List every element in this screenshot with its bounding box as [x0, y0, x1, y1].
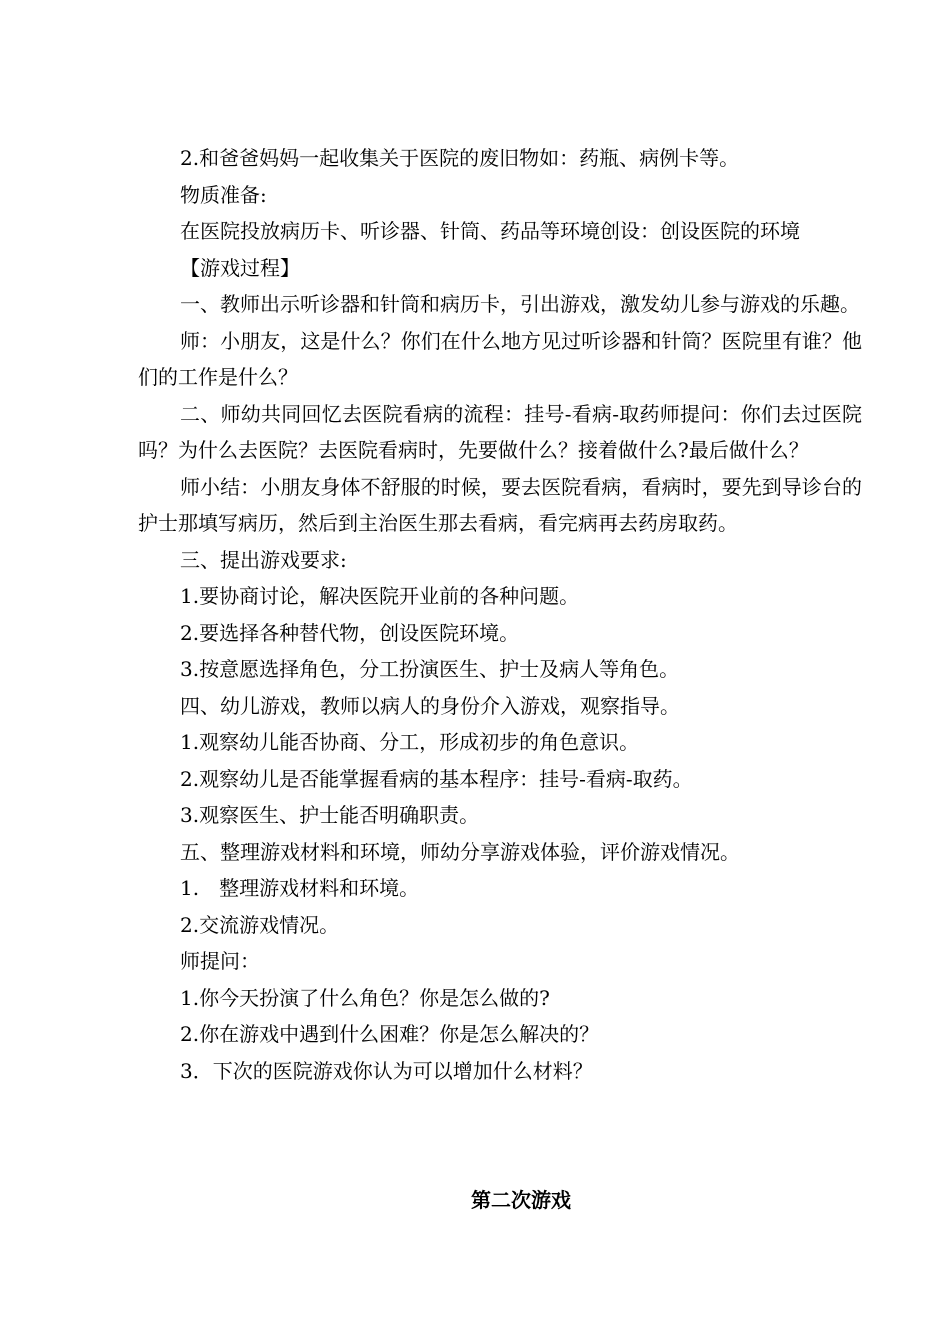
list-item: 3.观察医生、护士能否明确职责。 — [180, 803, 480, 827]
paragraph-teacher-asks: 师提问： — [180, 949, 260, 973]
list-item: 2.你在游戏中遇到什么困难？你是怎么解决的？ — [180, 1022, 600, 1046]
paragraph-material-prep: 物质准备: — [180, 182, 267, 207]
list-item: 2.要选择各种替代物，创设医院环境。 — [180, 620, 520, 645]
paragraph-step-four: 四、幼儿游戏，教师以病人的身份介入游戏，观察指导。 — [180, 693, 680, 718]
paragraph-collect-materials: 2.和爸爸妈妈一起收集关于医院的废旧物如：药瓶、病例卡等。 — [180, 146, 740, 170]
paragraph-environment-setup: 在医院投放病历卡、听诊器、针筒、药品等环境创设：创设医院的环境 — [180, 219, 800, 243]
list-item: 1.观察幼儿能否协商、分工，形成初步的角色意识。 — [180, 730, 640, 754]
list-item: 2.交流游戏情况。 — [180, 912, 340, 937]
document-body — [138, 140, 862, 1089]
paragraph-step-two: 二、师幼共同回忆去医院看病的流程：挂号-看病-取药师提问：你们去过医院吗？为什么去医院？去医院看病时，先要做什么？接着做什么?最后做什么？ — [138, 401, 862, 462]
paragraph-teacher-summary: 师小结：小朋友身体不舒服的时候，要去医院看病，看病时，要先到导诊台的护士那填写病历，然后到主治医生那去看病，看完病再去药房取药。 — [138, 474, 862, 535]
list-item: 3.按意愿选择角色，分工扮演医生、护士及病人等角色。 — [180, 657, 680, 681]
paragraph-step-five: 五、整理游戏材料和环境，师幼分享游戏体验，评价游戏情况。 — [180, 839, 740, 864]
paragraph-game-process-title: 【游戏过程】 — [180, 255, 300, 280]
list-item: 1.你今天扮演了什么角色？你是怎么做的? — [180, 985, 550, 1010]
list-item: 2.观察幼儿是否能掌握看病的基本程序：挂号-看病-取药。 — [180, 766, 693, 791]
section-heading: 第二次游戏 — [471, 1188, 571, 1212]
paragraph-step-three: 三、提出游戏要求: — [180, 547, 347, 572]
list-item: 1. 整理游戏材料和环境。 — [180, 876, 420, 900]
list-item: 1.要协商讨论，解决医院开业前的各种问题。 — [180, 584, 580, 608]
paragraph-step-one: 一、教师出示听诊器和针筒和病历卡，引出游戏，激发幼儿参与游戏的乐趣。 — [180, 292, 860, 316]
list-item: 3．下次的医院游戏你认为可以增加什么材料？ — [180, 1058, 593, 1083]
paragraph-teacher-question: 师：小朋友，这是什么？你们在什么地方见过听诊器和针筒？医院里有谁？他们的工作是什么？ — [138, 328, 862, 389]
